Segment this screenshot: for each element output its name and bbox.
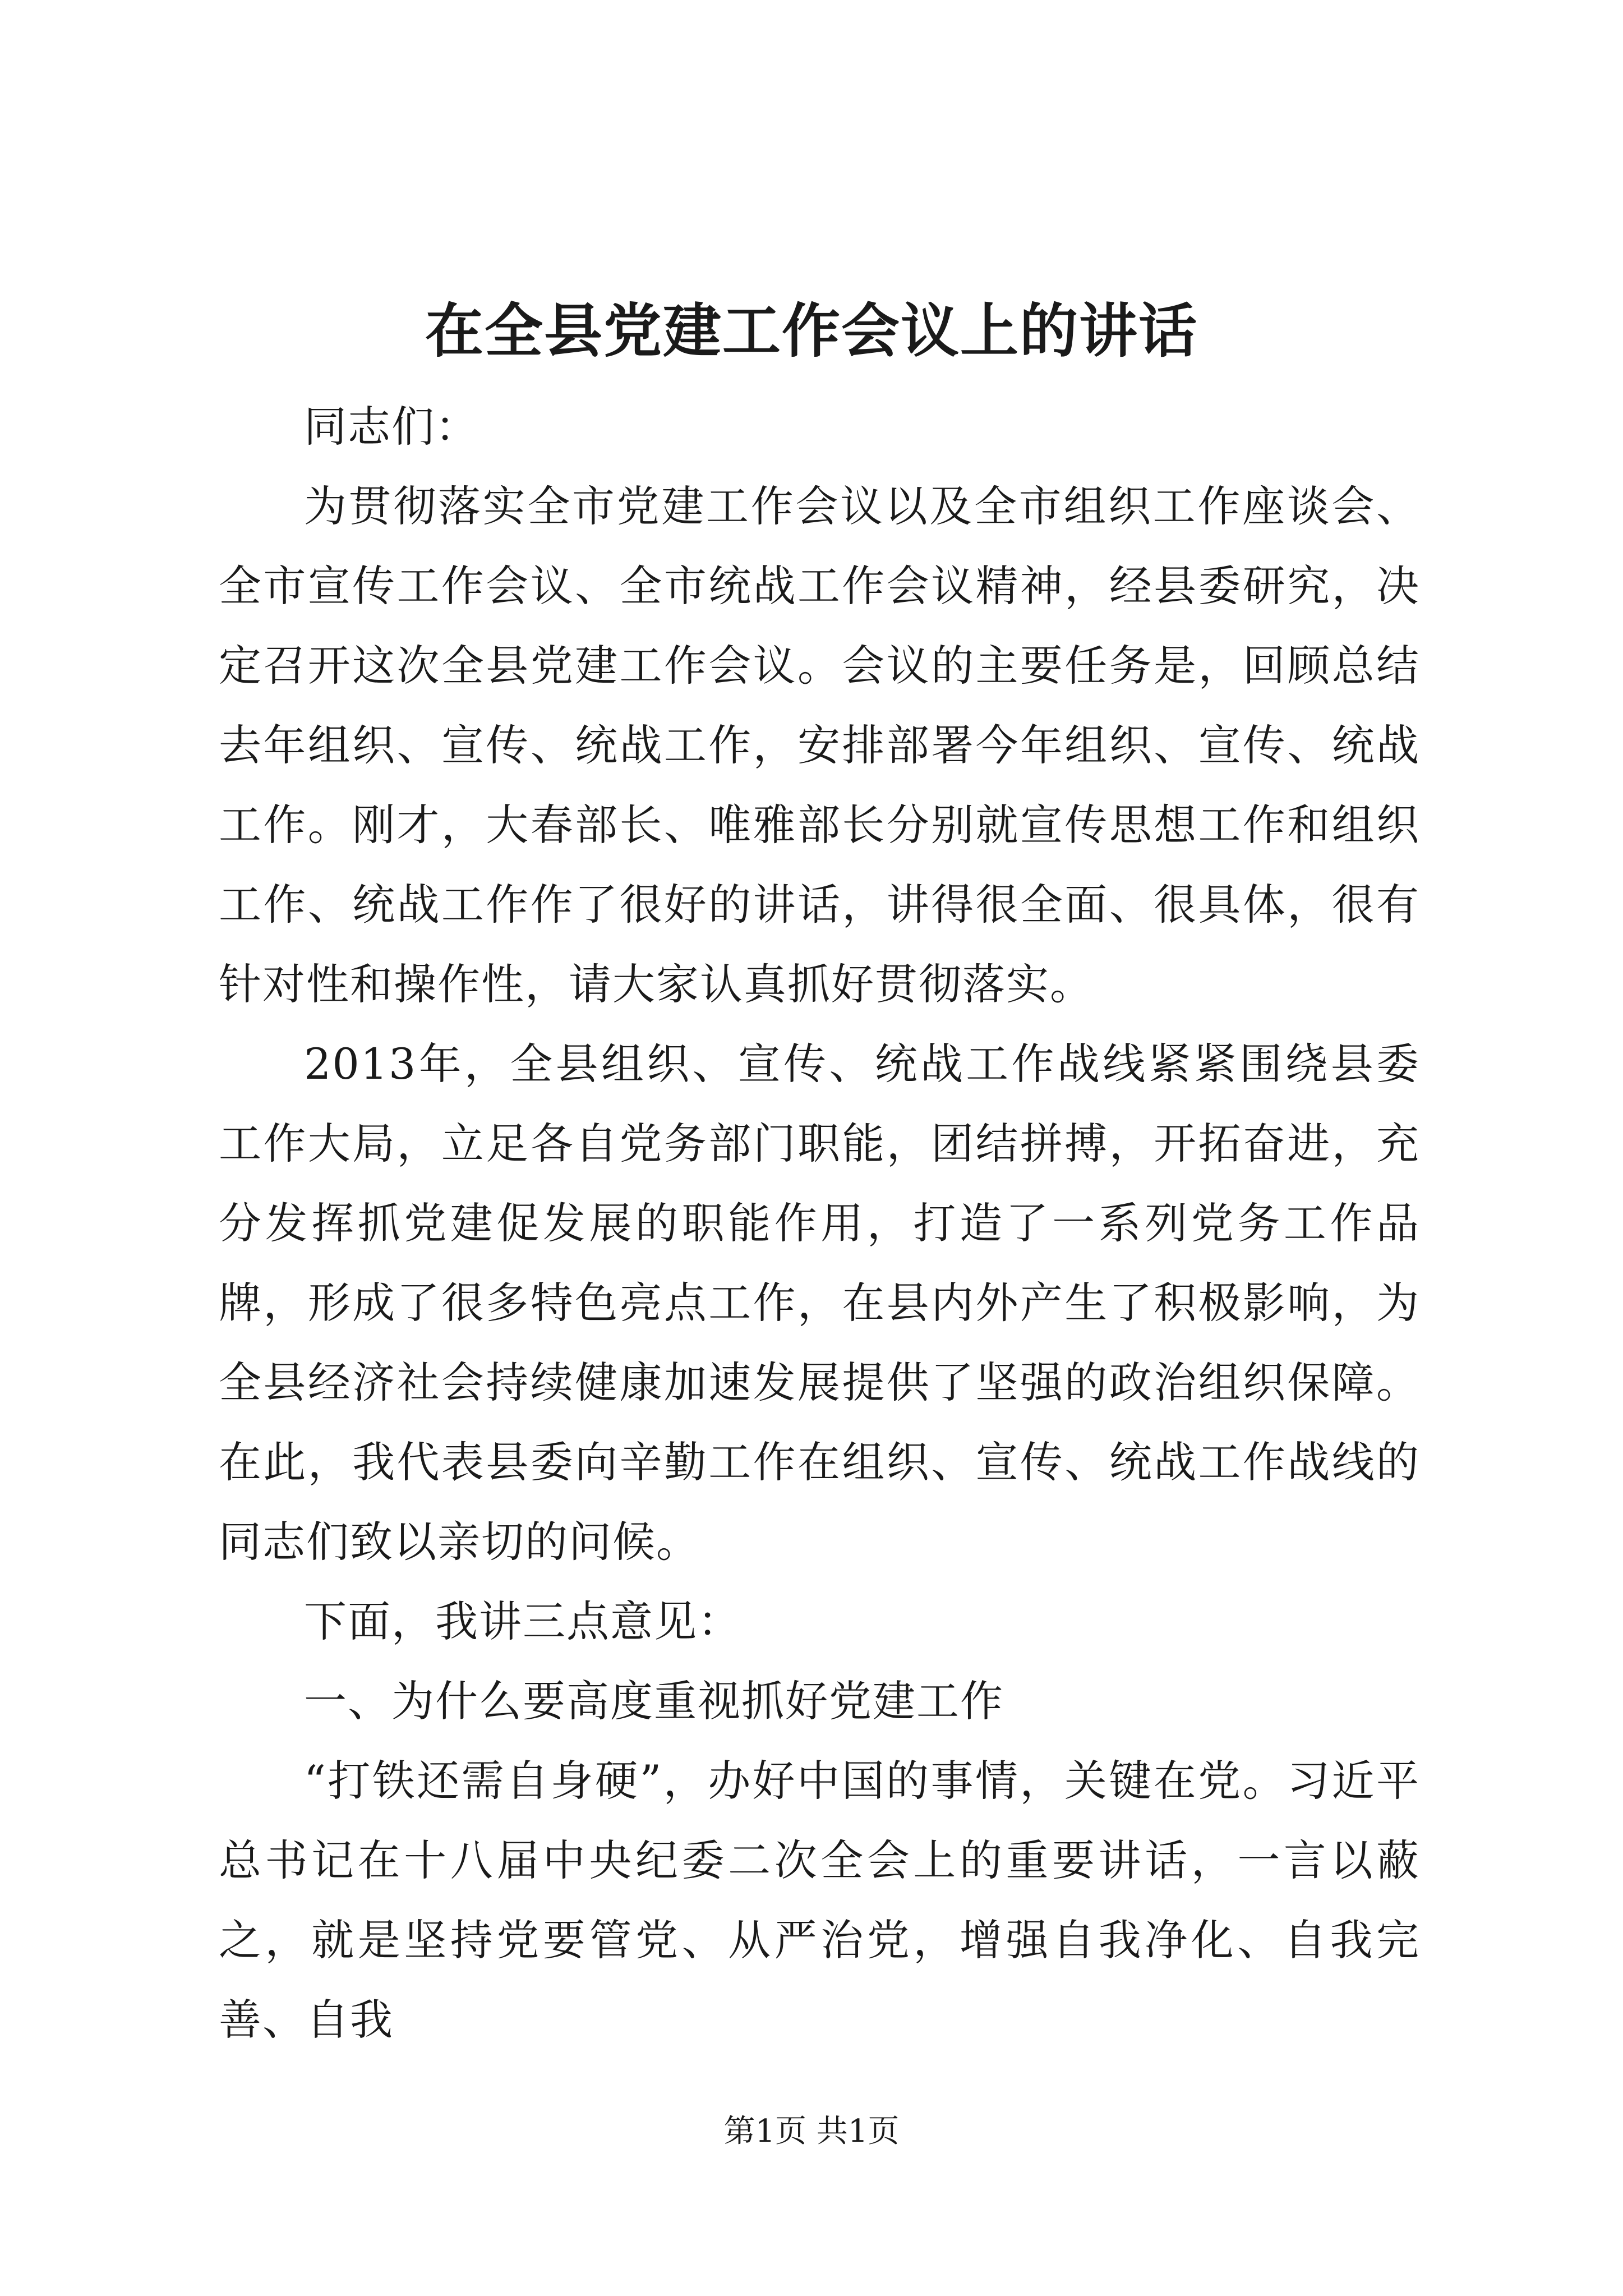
paragraph-section-one: “打铁还需自身硬”，办好中国的事情，关键在党。习近平总书记在十八届中央纪委二次全会上的重要讲话，一言以蔽之，就是坚持党要管党、从严治党，增强自我净化、自我完善、自我 [219, 1756, 1420, 2045]
paragraph-outline: 下面，我讲三点意见： [304, 1596, 741, 1646]
section-heading-one: 一、为什么要高度重视抓好党建工作 [304, 1676, 1004, 1726]
paragraph-review: 2013年，全县组织、宣传、统战工作战线紧紧围绕县委工作大局，立足各自党务部门职能，团结拼搏，开拓奋进，充分发挥抓党建促发展的职能作用，打造了一系列党务工作品牌，形成了很多特色亮点工作，在县内外产生了积极影响，为全县经济社会持续健康加速发展提供了坚强的政治组织保障。在此，我代表县委向辛勤工作在组织、宣传、统战工作战线的同志们致以亲切的问候。 [219, 1039, 1420, 1567]
page-title: 在全县党建工作会议上的讲话 [425, 296, 1198, 365]
document-body [219, 387, 1420, 2060]
paragraph-intro: 为贯彻落实全市党建工作会议以及全市组织工作座谈会、全市宣传工作会议、全市统战工作会议精神，经县委研究，决定召开这次全县党建工作会议。会议的主要任务是，回顾总结去年组织、宣传、统战工作，安排部署今年组织、宣传、统战工作。刚才，大春部长、唯雅部长分别就宣传思想工作和组织工作、统战工作作了很好的讲话，讲得很全面、很具体，很有针对性和操作性，请大家认真抓好贯彻落实。 [219, 481, 1420, 1009]
page-number-label: 第1页 共1页 [723, 2113, 900, 2150]
paragraph-salutation: 同志们： [304, 402, 479, 452]
page-footer [0, 2109, 1623, 2154]
